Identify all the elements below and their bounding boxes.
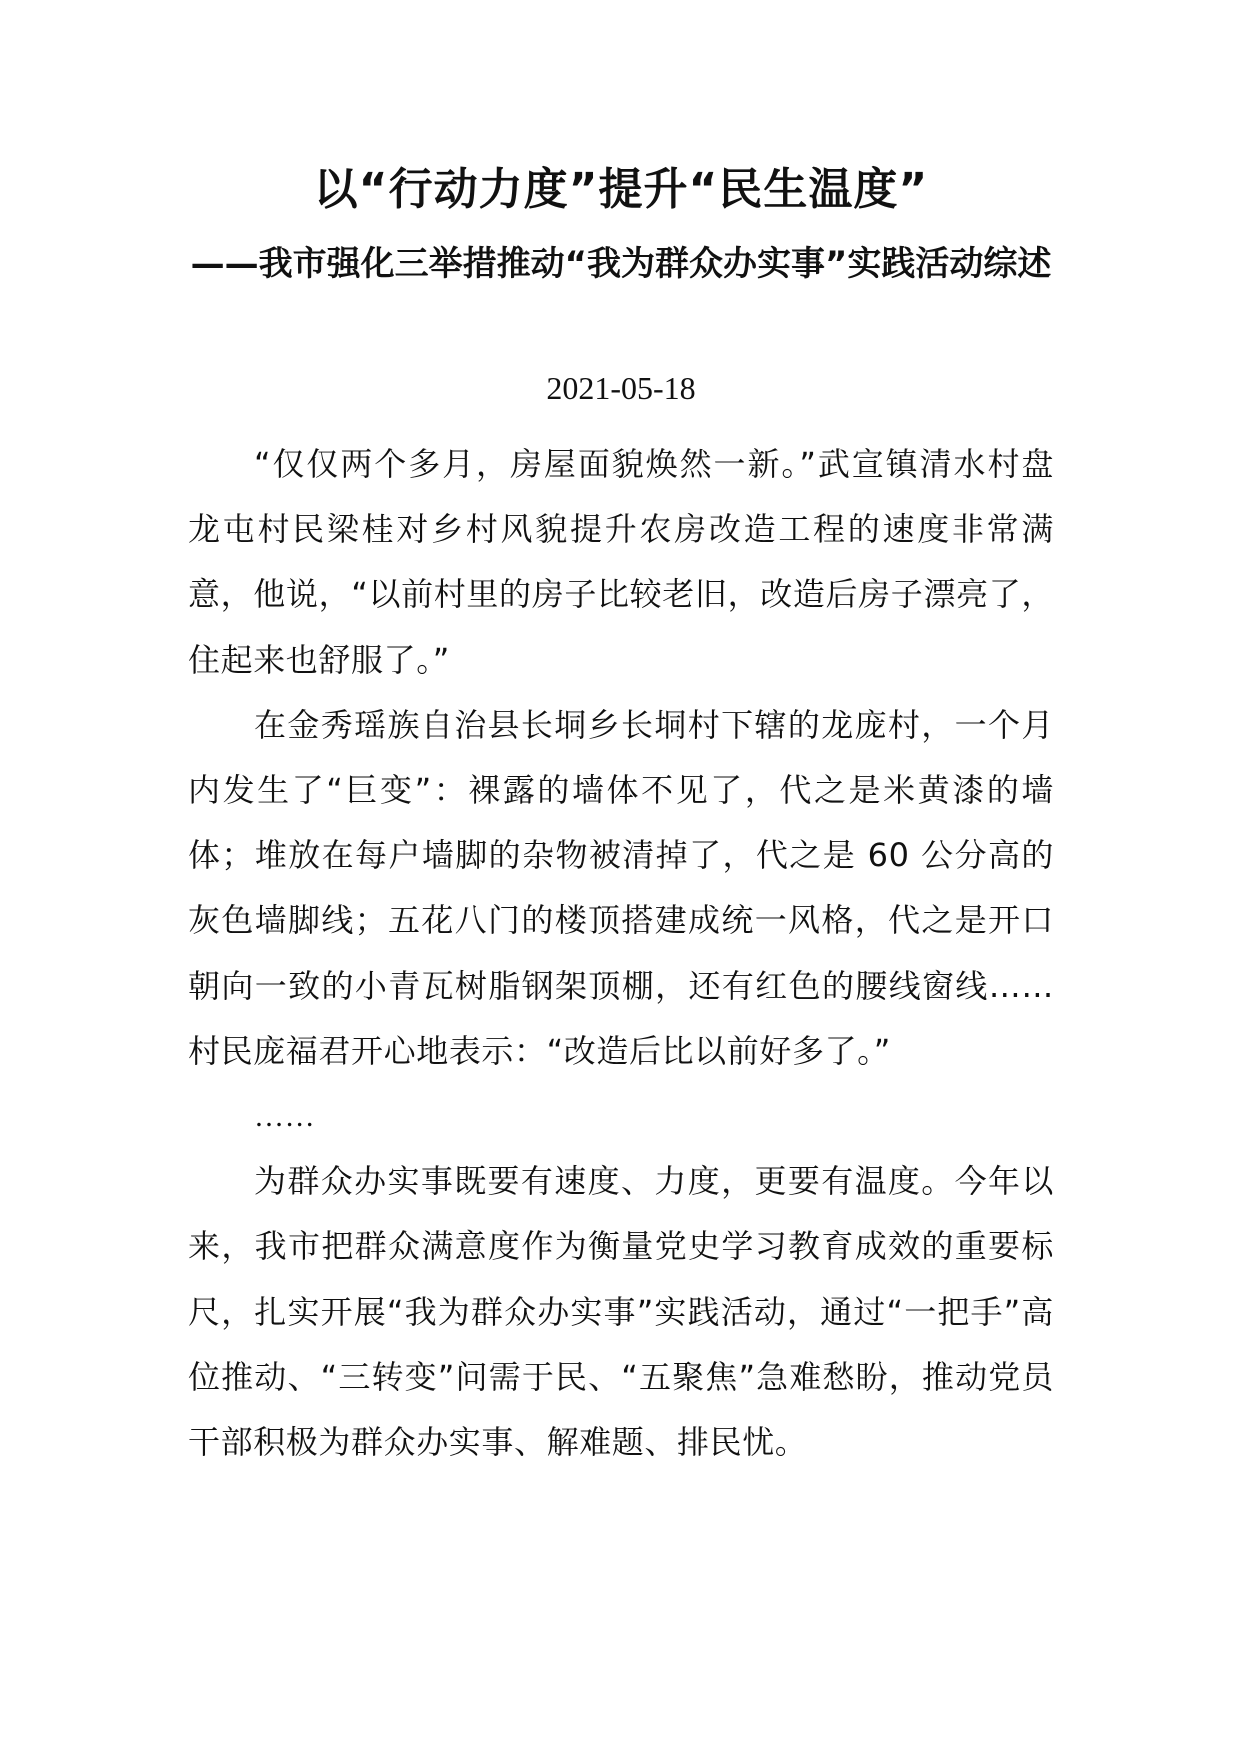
document-title: 以“行动力度”提升“民生温度”: [313, 164, 929, 215]
ellipsis-paragraph: ……: [254, 1100, 316, 1134]
article-body: [188, 432, 1054, 1475]
paragraph: 在金秀瑶族自治县长垌乡长垌村下辖的龙庞村，一个月内发生了“巨变”：裸露的墙体不见了，代之是米黄漆的墙体；堆放在每户墙脚的杂物被清掉了，代之是 60 公分高的灰色墙脚线；五花八门的楼顶搭建成统一风格，代之是开口朝向一致的小青瓦树脂钢架顶棚，还有红色的腰线窗线……村民庞福君开心地表示：“改造后比以前好多了。”: [188, 705, 1054, 1070]
paragraph: “仅仅两个多月，房屋面貌焕然一新。”武宣镇清水村盘龙屯村民梁桂对乡村风貌提升农房改造工程的速度非常满意，他说，“以前村里的房子比较老旧，改造后房子漂亮了，住起来也舒服了。”: [188, 445, 1054, 679]
publish-date: 2021-05-18: [546, 370, 696, 406]
document-subtitle: ——我市强化三举措推动“我为群众办实事”实践活动综述: [190, 244, 1052, 284]
paragraph: 为群众办实事既要有速度、力度，更要有温度。今年以来，我市把群众满意度作为衡量党史学习教育成效的重要标尺，扎实开展“我为群众办实事”实践活动，通过“一把手”高位推动、“三转变”问需于民、“五聚焦”急难愁盼，推动党员干部积极为群众办实事、解难题、排民忧。: [188, 1162, 1054, 1462]
document-page: [188, 0, 1054, 1754]
